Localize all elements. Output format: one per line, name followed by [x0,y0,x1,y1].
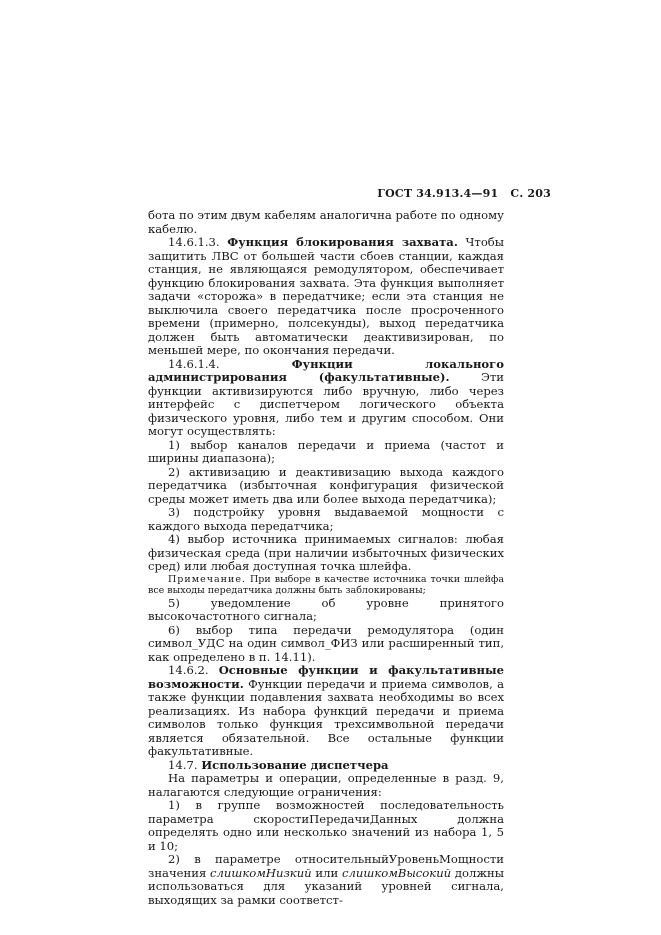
list-item: 3) подстройку уровня выдаваемой мощности с каждого выхода передатчика; [148,505,504,533]
page-number: С. 203 [510,187,551,200]
standard-number: ГОСТ 34.913.4—91 [377,187,499,200]
section-number: 14.7. [168,757,198,772]
section-14-6-1-4 [148,358,504,439]
section-title: Функции локального администрирования (факультативные). [148,356,504,384]
paragraph: На параметры и операции, определенные в разд. 9, налагаются следующие ограничения: [148,771,504,799]
list-item: 6) выбор типа передачи ремодулятора (один символ_УДС на один символ_ФИЗ или расширенный тип, как определено в п. 14.11). [148,622,504,664]
page-header [377,187,551,200]
list-item: 2) активизацию и деактивизацию выхода каждого передатчика (избыточная конфигурация физической среды может иметь два или более выхода передатчика); [148,464,504,506]
section-number: 14.6.2. [168,663,209,677]
section-14-6-1-3 [148,236,504,358]
section-title: Основные функции и факультативные возможности. [148,663,504,691]
section-number: 14.6.1.3. [168,235,220,249]
section-text: Функции передачи и приема символов, а также функции подавления захвата необходимы во всех реализациях. Из набора функций передачи и приема символов только функция трехсимвольной передачи является обязательной. Все остальные функции факультативные. [148,676,504,758]
section-text: Эти функции активизируются либо вручную, либо через интерфейс с диспетчером логического объекта физического уровня, либо тем и другим способом. Они могут осуществлять: [148,370,505,438]
italic-term: слишкомНизкий [210,865,312,880]
note [148,574,504,597]
list-item: 5) уведомление об уровне принятого высокочастотного сигнала; [148,595,504,623]
section-number: 14.6.1.4. [168,356,220,371]
section-title: Использование диспетчера [201,757,389,772]
document-body [148,209,504,907]
note-label: Примечание. [168,573,246,585]
note-text: При выборе в качестве источника точки шлейфа все выходы передатчика должны быть заблокированы; [148,573,504,596]
list-item: 4) выбор источника принимаемых сигналов: любая физическая среда (при наличии избыточных физических сред) или любая доступная точка шлейфа. [148,532,504,573]
list-item [148,853,504,907]
list-text: 2) в параметре относительныйУровеньМощности значения [148,852,504,880]
section-title: Функция блокирования захвата. [227,235,458,249]
section-text: Чтобы защитить ЛВС от большей части сбоев станции, каждая станция, не являющаяся ремодулятором, обеспечивает функцию блокирования захвата. Эта функция выполняет задачи «сторожа» в передатчике; если эта станция не выключила своего передатчика после просроченного времени (примерно, полсекунды), выход передатчика должен быть автоматически деактивизирован, по меньшей мере, по окончания передачи. [148,235,505,357]
list-item: 1) выбор каналов передачи и приема (частот и ширины диапазона); [148,437,504,465]
list-item: 1) в группе возможностей последовательность параметра скоростиПередачиДанных должна определять одно или несколько значений из набора 1, 5 и 10; [148,798,504,853]
section-14-7 [148,759,504,773]
list-text: должны использоваться для указаний уровней сигнала, выходящих за рамки соответст- [148,865,505,907]
italic-term: слишкомВысокий [342,865,452,880]
list-text: или [315,865,339,880]
paragraph-continuation: бота по этим двум кабелям аналогична работе по одному кабелю. [148,208,504,236]
section-14-6-2 [148,664,504,759]
